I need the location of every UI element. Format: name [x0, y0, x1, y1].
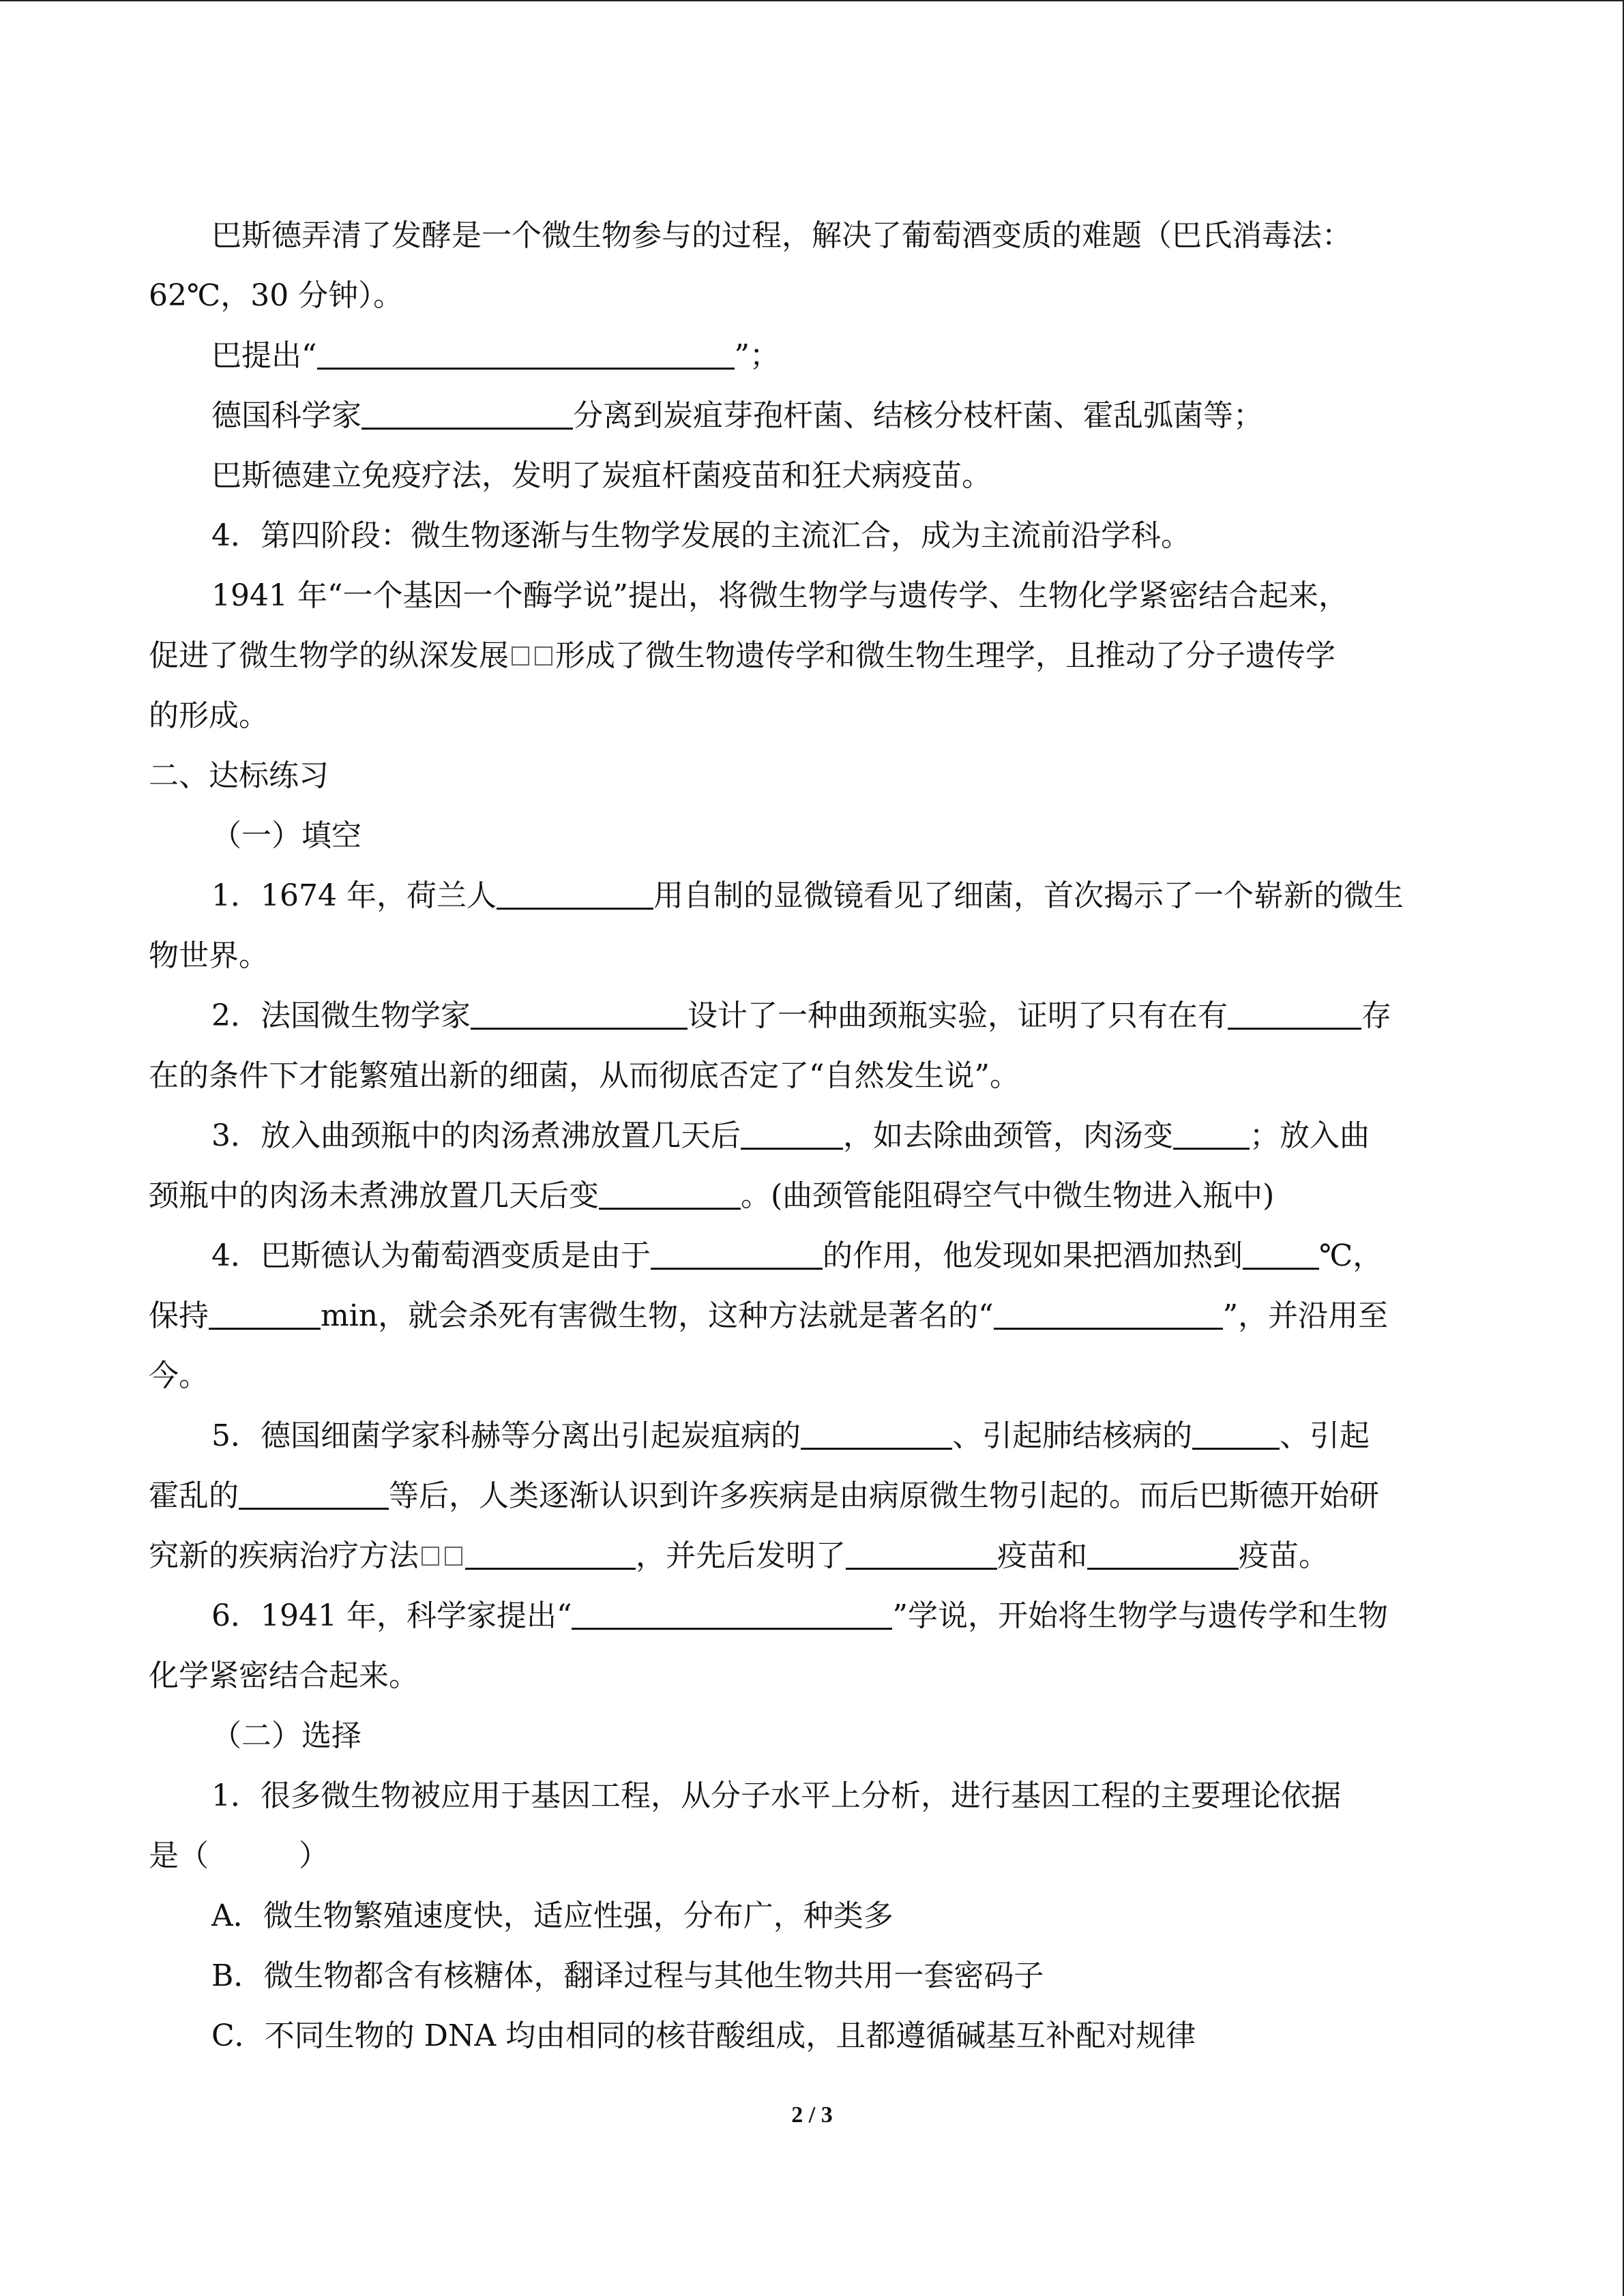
paragraph-stage4-text: 1941 年“一个基因一个酶学说”提出，将微生物学与遗传学、生物化学紧密结合起来，	[211, 578, 1348, 613]
missing-glyph-box	[535, 646, 552, 666]
subsection-fill-title: （一）填空	[211, 818, 361, 853]
question-5: 5．德国细菌学家科赫等分离出引起炭疽病的 、引起肺结核病的 、引起	[149, 1406, 1479, 1466]
missing-glyph-box	[445, 1547, 462, 1566]
fill-blank[interactable]	[317, 332, 735, 370]
choice-question-1-cont: 是（ ）	[149, 1838, 329, 1873]
question-6: 6．1941 年，科学家提出“ ”学说，开始将生物学与遗传学和生物	[149, 1586, 1479, 1646]
fill-blank[interactable]	[1173, 1112, 1250, 1150]
missing-glyph-box	[422, 1547, 439, 1566]
fill-blank[interactable]	[651, 1232, 823, 1270]
question-5-end: 究新的疾病治疗方法 ，并先后发明了 疫苗和 疫苗。	[149, 1526, 1479, 1586]
question-4: 4．巴斯德认为葡萄酒变质是由于 的作用，他发现如果把酒加热到 ℃，	[149, 1226, 1479, 1286]
paragraph-stage4-text-cont: 促进了微生物学的纵深发展 形成了微生物遗传学和微生物生理学，且推动了分子遗传学	[149, 638, 1335, 673]
question-1-cont: 物世界。	[149, 938, 269, 973]
fill-blank[interactable]	[465, 1532, 636, 1570]
question-2-cont: 在的条件下才能繁殖出新的细菌，从而彻底否定了“自然发生说”。	[149, 1058, 1020, 1093]
question-4-cont: 保持 min，就会杀死有害微生物，这种方法就是著名的“ ”，并沿用至	[149, 1286, 1479, 1346]
page-top-border	[0, 0, 1624, 1]
fill-blank[interactable]	[741, 1112, 843, 1150]
question-4-end: 今。	[149, 1358, 209, 1393]
paragraph-stage4-heading: 4．第四阶段：微生物逐渐与生物学发展的主流汇合，成为主流前沿学科。	[211, 518, 1191, 553]
fill-blank[interactable]	[1243, 1232, 1319, 1270]
question-1: 1．1674 年，荷兰人 用自制的显微镜看见了细菌，首次揭示了一个崭新的微生	[149, 866, 1479, 926]
fill-blank[interactable]	[239, 1472, 389, 1510]
paragraph-koch: 德国科学家 分离到炭疽芽孢杆菌、结核分枝杆菌、霍乱弧菌等；	[149, 386, 1479, 446]
fill-blank[interactable]	[994, 1292, 1223, 1330]
fill-blank[interactable]	[1087, 1532, 1239, 1570]
fill-blank[interactable]	[599, 1172, 741, 1210]
subsection-choice-title: （二）选择	[211, 1718, 361, 1753]
choice-option-a[interactable]: A．微生物繁殖速度快，适应性强，分布广，种类多	[211, 1898, 894, 1933]
fill-blank[interactable]	[497, 872, 653, 910]
fill-blank[interactable]	[1228, 992, 1361, 1030]
fill-blank[interactable]	[361, 392, 573, 430]
question-3: 3．放入曲颈瓶中的肉汤煮沸放置几天后 ，如去除曲颈管，肉汤变 ；放入曲	[149, 1106, 1479, 1166]
fill-blank[interactable]	[1192, 1412, 1280, 1450]
paragraph-pasteur-fermentation-cont: 62℃，30 分钟）。	[149, 278, 404, 313]
fill-blank[interactable]	[846, 1532, 997, 1570]
choice-option-b[interactable]: B．微生物都含有核糖体，翻译过程与其他生物共用一套密码子	[211, 1958, 1044, 1993]
document-body	[149, 206, 1479, 2066]
fill-blank[interactable]	[572, 1592, 892, 1630]
question-5-cont: 霍乱的 等后，人类逐渐认识到许多疾病是由病原微生物引起的。而后巴斯德开始研	[149, 1466, 1479, 1526]
missing-glyph-box	[512, 646, 529, 666]
paragraph-pasteur-proposal: 巴提出“ ”；	[149, 326, 1479, 386]
paragraph-stage4-text-end: 的形成。	[149, 698, 269, 733]
page-number: 2 / 3	[791, 2102, 833, 2128]
question-3-cont: 颈瓶中的肉汤未煮沸放置几天后变 。(曲颈管能阻碍空气中微生物进入瓶中)	[149, 1166, 1479, 1226]
fill-blank[interactable]	[801, 1412, 952, 1450]
fill-blank[interactable]	[471, 992, 688, 1030]
question-6-cont: 化学紧密结合起来。	[149, 1658, 419, 1693]
fill-blank[interactable]	[209, 1292, 321, 1330]
paragraph-pasteur-fermentation: 巴斯德弄清了发酵是一个微生物参与的过程，解决了葡萄酒变质的难题（巴氏消毒法：	[211, 218, 1352, 253]
paragraph-pasteur-vaccine: 巴斯德建立免疫疗法，发明了炭疽杆菌疫苗和狂犬病疫苗。	[211, 458, 992, 493]
section-title: 二、达标练习	[149, 758, 329, 793]
choice-question-1: 1．很多微生物被应用于基因工程，从分子水平上分析，进行基因工程的主要理论依据	[211, 1778, 1341, 1813]
question-2: 2．法国微生物学家 设计了一种曲颈瓶实验，证明了只有在有 存	[149, 986, 1479, 1046]
choice-option-c[interactable]: C．不同生物的 DNA 均由相同的核苷酸组成，且都遵循碱基互补配对规律	[211, 2018, 1196, 2053]
